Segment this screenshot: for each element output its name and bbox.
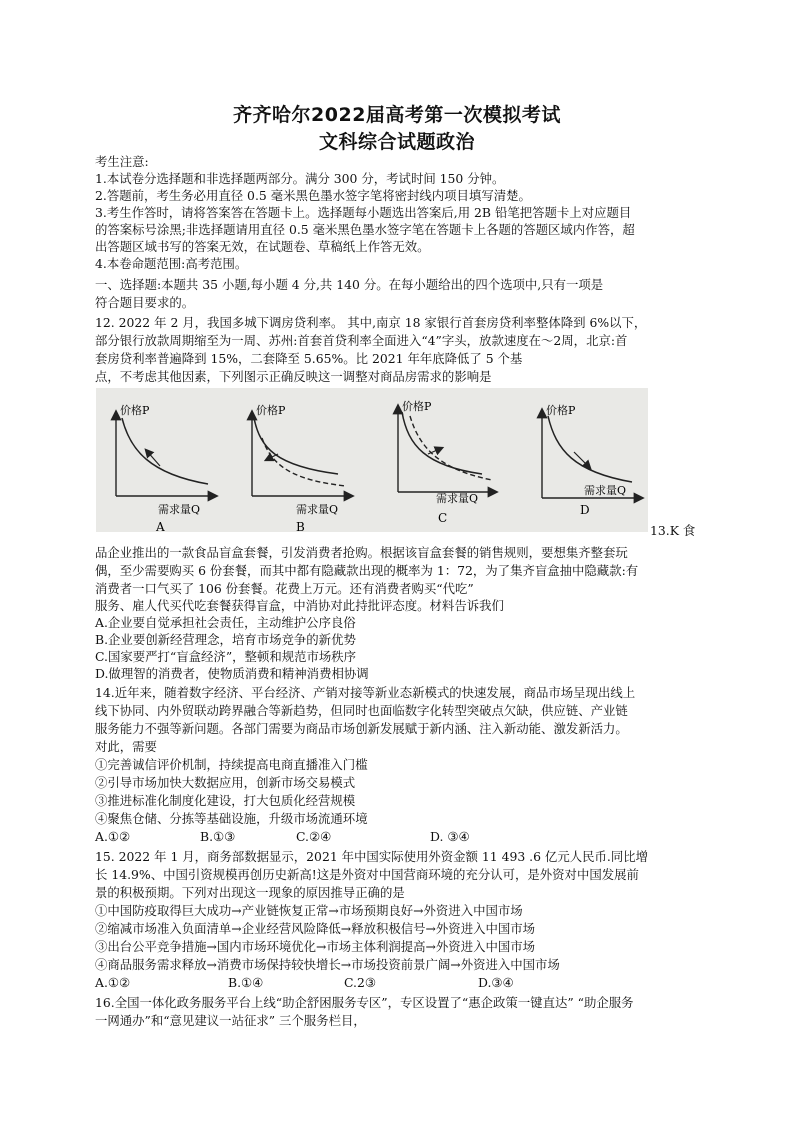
- q13-line: 服务、雇人代买代吃套餐获得盲盒，中消协对此持批评态度。材料告诉我们: [95, 598, 504, 613]
- demand-graphs: [96, 388, 648, 532]
- q13-option-b: B.企业要创新经营理念，培育市场竞争的新优势: [95, 632, 356, 647]
- option-label: B: [296, 520, 305, 532]
- q13-option-d: D.做理智的消费者，使物质消费和精神消费相协调: [95, 666, 369, 681]
- q15-option-a: A.①②: [95, 975, 131, 990]
- q15-option-b: B.①④: [228, 975, 264, 990]
- q14-item: ③推进标准化制度化建设，打大包质化经营规模: [95, 793, 356, 808]
- q13-option-c: C.国家要严打“盲盒经济”，整顿和规范市场秩序: [95, 649, 357, 664]
- q13-option-a: A.企业要自觉承担社会责任，主动维护公序良俗: [95, 615, 356, 630]
- section-heading-cont: 符合题目要求的。: [95, 295, 195, 310]
- notice-line: 2.答题前，考生务必用直径 0.5 毫米黑色墨水签字笔将密封线内项目填写清楚。: [95, 188, 531, 203]
- q12-line: 点，不考虑其他因素，下列图示正确反映这一调整对商品房需求的影响是: [95, 369, 492, 384]
- q12-figure: [96, 388, 648, 532]
- q14-item: ①完善诚信评价机制，持续提高电商直播准入门槛: [95, 757, 368, 772]
- exam-subtitle: 文科综合试题政治: [318, 131, 475, 153]
- q15-item: ②缩减市场准入负面清单→企业经营风险降低→释放积极信号→外资进入中国市场: [95, 921, 536, 936]
- q15-item: ①中国防疫取得巨大成功→产业链恢复正常→市场预期良好→外资进入中国市场: [95, 903, 523, 918]
- q16-line: 一网通办”和“意见建议一站征求” 三个服务栏目，: [95, 1013, 366, 1028]
- x-axis-label: 需求量Q: [584, 484, 627, 497]
- notice-line: 3.考生作答时，请将答案答在答题卡上。选择题每小题选出答案后,用 2B 铅笔把答题卡上对应题目: [95, 205, 632, 220]
- demand-curve: [548, 416, 632, 482]
- q14-line: 对此，需要: [95, 739, 157, 754]
- notice-line: 4.本卷命题范围:高考范围。: [95, 256, 248, 271]
- q15-option-d: D.③④: [478, 975, 514, 990]
- option-label: A: [156, 520, 165, 532]
- q14-line: 14.近年来，随着数字经济、平台经济、产销对接等新业态新模式的快速发展，商品市场呈现出线上: [95, 685, 636, 700]
- q15-line: 15. 2022 年 1 月，商务部数据显示，2021 年中国实际使用外资金额 11 493 .6 亿元人民币.同比增: [95, 849, 648, 864]
- q14-option-c: C.②④: [296, 829, 332, 844]
- notice-line: 1.本试卷分选择题和非选择题两部分。满分 300 分，考试时间 150 分钟。: [95, 171, 505, 186]
- q14-option-d: D. ③④: [430, 829, 470, 844]
- graph-b: [252, 403, 352, 532]
- q13-start: 13.K 食: [650, 523, 696, 538]
- q16-line: 16.全国一体化政务服务平台上线“助企舒困服务专区”，专区设置了“惠企政策一键直达” “助企服务: [95, 995, 634, 1010]
- q12-line: 12. 2022 年 2 月，我国多城下调房贷利率。 其中,南京 18 家银行首套房贷利率整体降到 6%以下，: [95, 315, 647, 330]
- x-axis-label: 需求量Q: [436, 492, 479, 505]
- notice-heading: 考生注意:: [95, 154, 149, 169]
- q13-line: 偶，至少需要购买 6 份套餐，而其中都有隐藏款出现的概率为 1：72，为了集齐盲盒抽中隐藏款:有: [95, 563, 639, 578]
- x-axis-label: 需求量Q: [296, 503, 339, 516]
- section-heading: 一、选择题:本题共 35 小题,每小题 4 分,共 140 分。在每小题给出的四个选项中,只有一项是: [95, 277, 604, 292]
- notice-line: 的答案标号涂黑;非选择题请用直径 0.5 毫米黑色墨水签字笔在答题卡上各题的答题区域内作答，超: [95, 222, 635, 237]
- y-axis-label: 价格P: [402, 400, 432, 413]
- x-axis-label: 需求量Q: [158, 503, 201, 516]
- q15-line: 景的积极预期。下列对出现这一现象的原因推导正确的是: [95, 885, 405, 900]
- q15-line: 长 14.9%、中国引资规模再创历史新高!这是外资对中国营商环境的充分认可，是外资对中国发展前: [95, 867, 639, 882]
- graph-c: [398, 399, 496, 525]
- shift-arrow: [266, 454, 278, 460]
- demand-curve: [402, 412, 482, 474]
- y-axis-label: 价格P: [256, 404, 286, 417]
- q15-item: ④商品服务需求释放→消费市场保持较快增长→市场投资前景广阔→外资进入中国市场: [95, 957, 560, 972]
- shifted-demand-curve: [262, 438, 346, 486]
- q15-item: ③出台公平竞争措施→国内市场环境优化→市场主体利润提高→外资进入中国市场: [95, 939, 536, 954]
- q14-line: 线下协同、内外贸联动跨界融合等新趋势，但同时也面临数字化转型突破点欠缺，供应链、产业链: [95, 703, 628, 718]
- q12-line: 部分银行放款周期缩至为一周、苏州:首套首贷利率全面进入“4”字头，放款速度在～2周，北京:首: [95, 333, 628, 348]
- q13-line: 消费者一口气买了 106 份套餐。花费上万元。还有消费者购买“代吃”: [95, 581, 474, 596]
- q14-item: ④聚焦仓储、分拣等基础设施，升级市场流通环境: [95, 811, 368, 826]
- notice-line: 出答题区域书写的答案无效，在试题卷、草稿纸上作答无效。: [95, 239, 430, 254]
- q14-option-a: A.①②: [95, 829, 131, 844]
- q14-line: 服务能力不强等新问题。各部门需要为商品市场创新发展赋于新内涵、注入新动能、激发新活力。: [95, 721, 628, 736]
- demand-curve: [122, 418, 208, 484]
- y-axis-label: 价格P: [120, 404, 150, 417]
- shifted-demand-curve: [410, 416, 492, 480]
- demand-curve: [254, 418, 338, 474]
- q14-option-b: B.①③: [200, 829, 236, 844]
- graph-a: [116, 403, 216, 532]
- q15-option-c: C.2③: [344, 975, 376, 990]
- y-axis-label: 价格P: [546, 404, 576, 417]
- graph-d: [542, 403, 642, 517]
- q13-line: 品企业推出的一款食品盲盒套餐，引发消费者抢购。根据该盲盒套餐的销售规则，要想集齐整套玩: [95, 545, 628, 560]
- q12-line: 套房贷利率普遍降到 15%，二套降至 5.65%。比 2021 年年底降低了 5 个基: [95, 351, 523, 366]
- option-label: D: [580, 503, 590, 517]
- exam-title: 齐齐哈尔2022届高考第一次模拟考试: [233, 104, 561, 126]
- q14-item: ②引导市场加快大数据应用，创新市场交易模式: [95, 775, 356, 790]
- option-label: C: [438, 511, 448, 525]
